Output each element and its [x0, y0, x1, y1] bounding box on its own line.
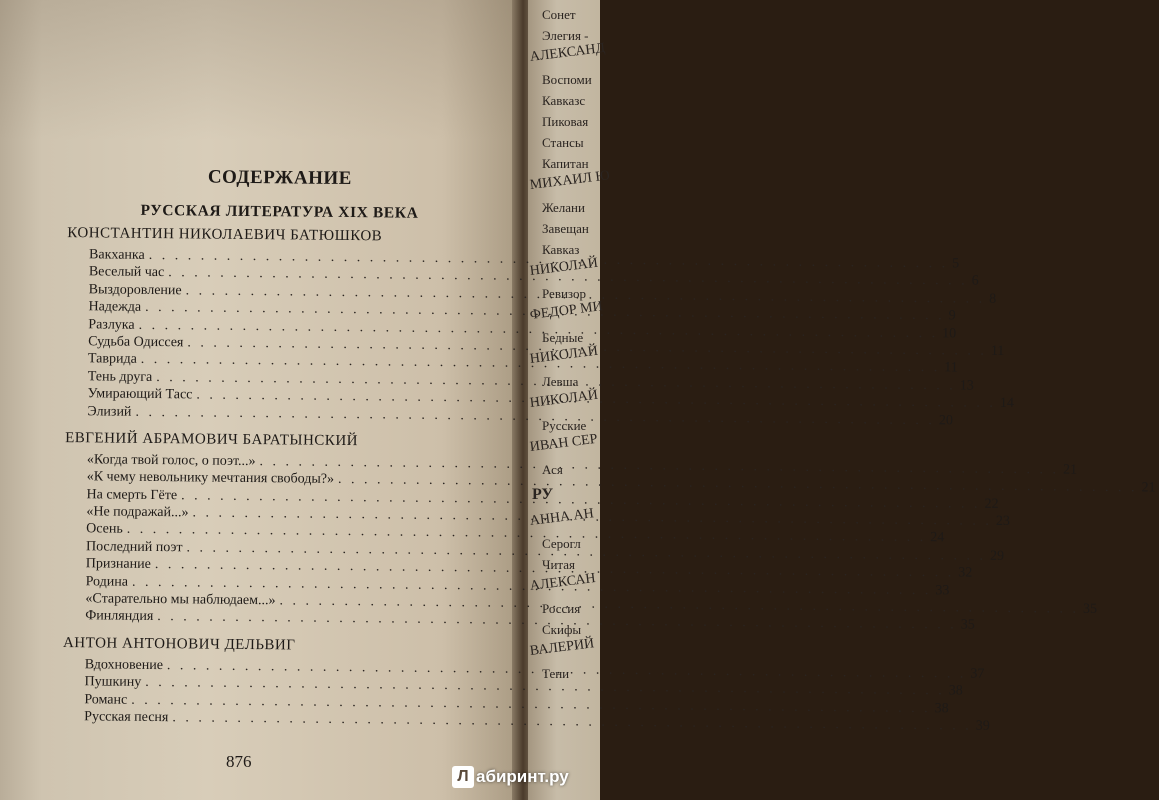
author-name: ЕВГЕНИЙ АБРАМОВИЧ БАРАТЫНСКИЙ: [65, 429, 359, 450]
right-page-item: Желани: [542, 200, 585, 215]
entry-page: 20: [938, 412, 954, 428]
entry-title: Судьба Одиссея: [88, 334, 184, 351]
entry-title: На смерть Гёте: [86, 486, 178, 503]
entry-page: 11: [944, 360, 958, 376]
right-page-item: Серогл: [542, 536, 581, 551]
entry-page: 38: [948, 683, 963, 699]
entry-page: 5: [952, 256, 960, 272]
entry-page: 32: [958, 565, 973, 581]
entry-page: 11: [990, 343, 1005, 359]
entry-title: Выздоровление: [88, 282, 182, 299]
right-page-author: ФЕДОР МИ: [529, 299, 604, 323]
entry-page: 37: [970, 666, 985, 682]
right-page-author: АЛЕКСАН: [529, 571, 597, 594]
right-page-item: Ревизор: [542, 286, 586, 301]
entry-title: Признание: [85, 556, 151, 573]
entry-page: 10: [942, 325, 957, 341]
right-page-item: Бедные: [542, 330, 584, 345]
entry-page: 35: [1082, 601, 1098, 617]
right-page-author: НИКОЛАЙ: [529, 343, 599, 367]
entry-title: Пушкину: [84, 674, 142, 691]
right-page-author: АННА АН: [529, 506, 595, 529]
right-page-item: Капитан: [542, 156, 589, 171]
entry-title: Романс: [84, 691, 128, 708]
entry-page: 13: [959, 378, 974, 394]
right-page-author: ИВАН СЕР: [529, 431, 599, 455]
entry-title: Осень: [86, 521, 123, 538]
right-page-author: НИКОЛАЙ: [529, 387, 599, 411]
author-name: КОНСТАНТИН НИКОЛАЕВИЧ БАТЮШКОВ: [67, 225, 383, 245]
right-page-item: Россия: [542, 601, 581, 616]
entry-title: Вдохновение: [84, 657, 164, 673]
entry-page: 23: [995, 513, 1011, 530]
right-page-item: Элегия -: [542, 28, 589, 43]
right-page-item: Кавказ: [542, 242, 580, 257]
right-page-author: МИХАИЛ Ю: [529, 168, 611, 193]
entry-page: 29: [989, 548, 1005, 564]
entry-page: 21: [1141, 480, 1156, 496]
entry-title: «Когда твой голос, о поэт...»: [86, 452, 256, 469]
entry-page: 8: [989, 291, 997, 307]
entry-page: 24: [930, 530, 945, 546]
right-page-item: Пиковая: [542, 114, 589, 129]
entry-title: Финляндия: [85, 608, 154, 625]
page-number: 876: [226, 752, 252, 771]
watermark-text: абиринт.ру: [476, 767, 569, 786]
entry-title: Надежда: [88, 299, 142, 316]
entry-title: Разлука: [88, 316, 135, 333]
right-page-item: Читая: [542, 557, 575, 572]
entry-title: Тень друга: [87, 369, 153, 385]
right-page-item: Левша: [542, 374, 579, 389]
entry-title: Родина: [85, 573, 129, 590]
right-page-item: Русские: [542, 418, 587, 433]
page-shadow: [0, 0, 520, 140]
author-name: АНТОН АНТОНОВИЧ ДЕЛЬВИГ: [62, 634, 296, 654]
labirint-watermark: [452, 764, 569, 790]
section-title: РУССКАЯ ЛИТЕРАТУРА XIX ВЕКА: [140, 201, 419, 222]
right-page-item: Тени: [542, 666, 570, 681]
labirint-logo-icon: Л: [452, 766, 474, 788]
entry-page: 39: [975, 718, 990, 734]
entry-title: Вакханка: [88, 247, 145, 263]
entry-page: 6: [971, 273, 979, 290]
entry-page: 38: [934, 700, 949, 716]
toc-title: СОДЕРЖАНИЕ: [207, 166, 352, 190]
entry-title: «Не подражай...»: [86, 504, 189, 521]
right-page-author: АЛЕКСАНД: [529, 40, 606, 65]
entry-title: «К чему невольнику мечтания свободы?»: [86, 469, 335, 488]
entry-title: Таврида: [87, 351, 137, 368]
right-page-item: Стансы: [542, 135, 584, 150]
right-page-item: Кавказс: [542, 93, 586, 108]
entry-page: 14: [999, 395, 1014, 412]
right-page-item: Сонет: [542, 7, 576, 22]
entry-title: Умирающий Тасс: [87, 386, 193, 403]
right-page-item: Скифы: [542, 622, 582, 637]
entry-title: Элизий: [87, 403, 132, 420]
entry-title: Русская песня: [84, 709, 169, 726]
entry-page: 35: [960, 617, 975, 634]
right-page-author: НИКОЛАЙ: [529, 255, 599, 279]
right-page-item: Воспоми: [542, 72, 592, 87]
right-page-item: Ася: [542, 462, 563, 477]
entry-page: 33: [935, 582, 950, 598]
entry-page: 21: [1062, 462, 1078, 478]
entry-title: Последний поэт: [85, 539, 183, 556]
right-page-author: ВАЛЕРИЙ: [529, 636, 596, 659]
entry-page: 9: [948, 308, 956, 324]
entry-page: 22: [984, 496, 999, 512]
entry-title: Веселый час: [88, 264, 165, 281]
right-page-item: Завещан: [542, 221, 589, 236]
entry-title: «Старательно мы наблюдаем...»: [85, 591, 276, 609]
right-page-section: РУ: [532, 486, 554, 503]
